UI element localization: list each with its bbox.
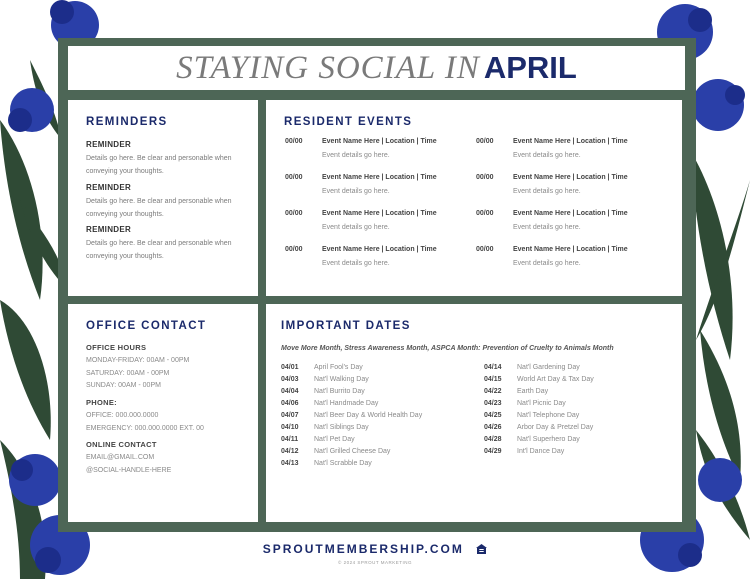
date-value: 04/07 — [281, 412, 299, 419]
event-date: 00/00 — [476, 246, 494, 253]
resident-events-heading: RESIDENT EVENTS — [284, 116, 413, 128]
date-name: April Fool's Day — [314, 364, 363, 371]
important-dates-heading: IMPORTANT DATES — [281, 320, 411, 332]
footer — [0, 540, 750, 565]
event-name: Event Name Here | Location | Time — [513, 174, 628, 181]
reminder-title: REMINDER — [86, 225, 132, 234]
event-date: 00/00 — [476, 138, 494, 145]
reminder-item — [86, 183, 254, 221]
page-title — [68, 46, 685, 90]
date-value: 04/14 — [484, 364, 502, 371]
date-name: Nat'l Scrabble Day — [314, 460, 372, 467]
online-contact-title: ONLINE CONTACT — [86, 440, 157, 449]
reminder-text: Details go here. Be clear and personable when conveying your thoughts. — [86, 155, 232, 175]
office-hours-line: MONDAY-FRIDAY: 00AM - 00PM — [86, 357, 190, 364]
date-value: 04/04 — [281, 388, 299, 395]
date-row — [281, 376, 422, 388]
date-value: 04/28 — [484, 436, 502, 443]
reminder-title: REMINDER — [86, 183, 132, 192]
event-date: 00/00 — [285, 246, 303, 253]
date-row — [281, 364, 422, 376]
date-value: 04/12 — [281, 448, 299, 455]
date-row — [484, 388, 594, 400]
event-details: Event details go here. — [513, 188, 581, 195]
title-month: APRIL — [483, 50, 577, 85]
office-hours-title: OFFICE HOURS — [86, 343, 147, 352]
resident-events-panel — [266, 100, 682, 296]
date-value: 04/29 — [484, 448, 502, 455]
event-date: 00/00 — [285, 138, 303, 145]
date-value: 04/15 — [484, 376, 502, 383]
website-link[interactable]: SPROUTMEMBERSHIP.COM — [262, 542, 464, 556]
date-name: Nat'l Superhero Day — [517, 436, 580, 443]
event-name: Event Name Here | Location | Time — [513, 210, 628, 217]
event-date: 00/00 — [476, 174, 494, 181]
date-row — [484, 412, 594, 424]
event-name: Event Name Here | Location | Time — [513, 246, 628, 253]
date-name: Nat'l Burrito Day — [314, 388, 365, 395]
date-value: 04/22 — [484, 388, 502, 395]
reminder-text: Details go here. Be clear and personable when conveying your thoughts. — [86, 240, 232, 260]
office-hours-section — [86, 343, 256, 393]
reminders-panel — [68, 100, 258, 296]
date-row — [281, 388, 422, 400]
event-date: 00/00 — [476, 210, 494, 217]
event-details: Event details go here. — [513, 260, 581, 267]
date-row — [281, 424, 422, 436]
date-name: Nat'l Handmade Day — [314, 400, 379, 407]
equal-housing-icon — [476, 544, 487, 554]
copyright: © 2024 SPROUT MARKETING — [338, 560, 412, 565]
event-date: 00/00 — [285, 210, 303, 217]
phone-title: PHONE: — [86, 398, 117, 407]
date-name: Nat'l Walking Day — [314, 376, 369, 383]
date-name: Arbor Day & Pretzel Day — [517, 424, 594, 431]
event-details: Event details go here. — [322, 188, 390, 195]
date-row — [484, 364, 594, 376]
date-value: 04/01 — [281, 364, 299, 371]
reminder-text: Details go here. Be clear and personable when conveying your thoughts. — [86, 198, 232, 218]
monthly-observances: Move More Month, Stress Awareness Month, ASPCA Month: Prevention of Cruelty to Animals Month — [281, 345, 614, 352]
date-value: 04/10 — [281, 424, 299, 431]
event-name: Event Name Here | Location | Time — [322, 210, 437, 217]
reminders-heading: REMINDERS — [86, 116, 168, 128]
online-contact-section — [86, 440, 256, 477]
date-value: 04/25 — [484, 412, 502, 419]
date-row — [281, 400, 422, 412]
phone-line: EMERGENCY: 000.000.0000 EXT. 00 — [86, 424, 204, 432]
date-name: Int'l Dance Day — [517, 448, 565, 455]
event-details: Event details go here. — [322, 152, 390, 159]
date-row — [484, 436, 594, 448]
date-name: Nat'l Pet Day — [314, 436, 355, 443]
date-value: 04/26 — [484, 424, 502, 431]
date-row — [484, 400, 594, 412]
event-details: Event details go here. — [513, 224, 581, 231]
date-name: Nat'l Grilled Cheese Day — [314, 448, 391, 455]
important-dates-panel — [266, 304, 682, 522]
date-value: 04/11 — [281, 436, 299, 443]
phone-line: OFFICE: 000.000.0000 — [86, 412, 159, 419]
reminder-title: REMINDER — [86, 140, 132, 149]
date-value: 04/13 — [281, 460, 299, 467]
date-name: Nat'l Telephone Day — [517, 412, 580, 419]
event-details: Event details go here. — [322, 260, 390, 267]
dates-column-right — [484, 364, 594, 460]
date-row — [484, 448, 594, 460]
event-details: Event details go here. — [513, 152, 581, 159]
office-contact-heading: OFFICE CONTACT — [86, 320, 207, 332]
date-name: Nat'l Picnic Day — [517, 400, 566, 407]
phone-section — [86, 398, 256, 435]
date-name: Earth Day — [517, 388, 549, 395]
event-details: Event details go here. — [322, 224, 390, 231]
date-value: 04/03 — [281, 376, 299, 383]
date-row — [281, 436, 422, 448]
office-hours-line: SUNDAY: 00AM - 00PM — [86, 382, 161, 389]
date-value: 04/23 — [484, 400, 502, 407]
social-handle-link[interactable]: @SOCIAL-HANDLE-HERE — [86, 466, 172, 474]
date-row — [484, 376, 594, 388]
event-date: 00/00 — [285, 174, 303, 181]
date-value: 04/06 — [281, 400, 299, 407]
event-name: Event Name Here | Location | Time — [322, 174, 437, 181]
date-row — [484, 424, 594, 436]
date-row — [281, 460, 422, 472]
reminder-item — [86, 225, 254, 263]
date-row — [281, 448, 422, 460]
event-name: Event Name Here | Location | Time — [513, 138, 628, 145]
date-name: Nat'l Beer Day & World Health Day — [314, 412, 423, 419]
reminder-item — [86, 140, 254, 178]
office-hours-line: SATURDAY: 00AM - 00PM — [86, 369, 170, 377]
date-name: Nat'l Gardening Day — [517, 364, 580, 371]
dates-column-left — [281, 364, 422, 472]
event-name: Event Name Here | Location | Time — [322, 246, 437, 253]
email-link[interactable]: EMAIL@GMAIL.COM — [86, 454, 155, 461]
event-name: Event Name Here | Location | Time — [322, 138, 437, 145]
date-row — [281, 412, 422, 424]
date-name: Nat'l Siblings Day — [314, 424, 369, 431]
title-part-1: STAYING SOCIAL IN — [176, 50, 480, 86]
date-name: World Art Day & Tax Day — [517, 376, 594, 383]
office-contact-panel — [68, 304, 258, 522]
